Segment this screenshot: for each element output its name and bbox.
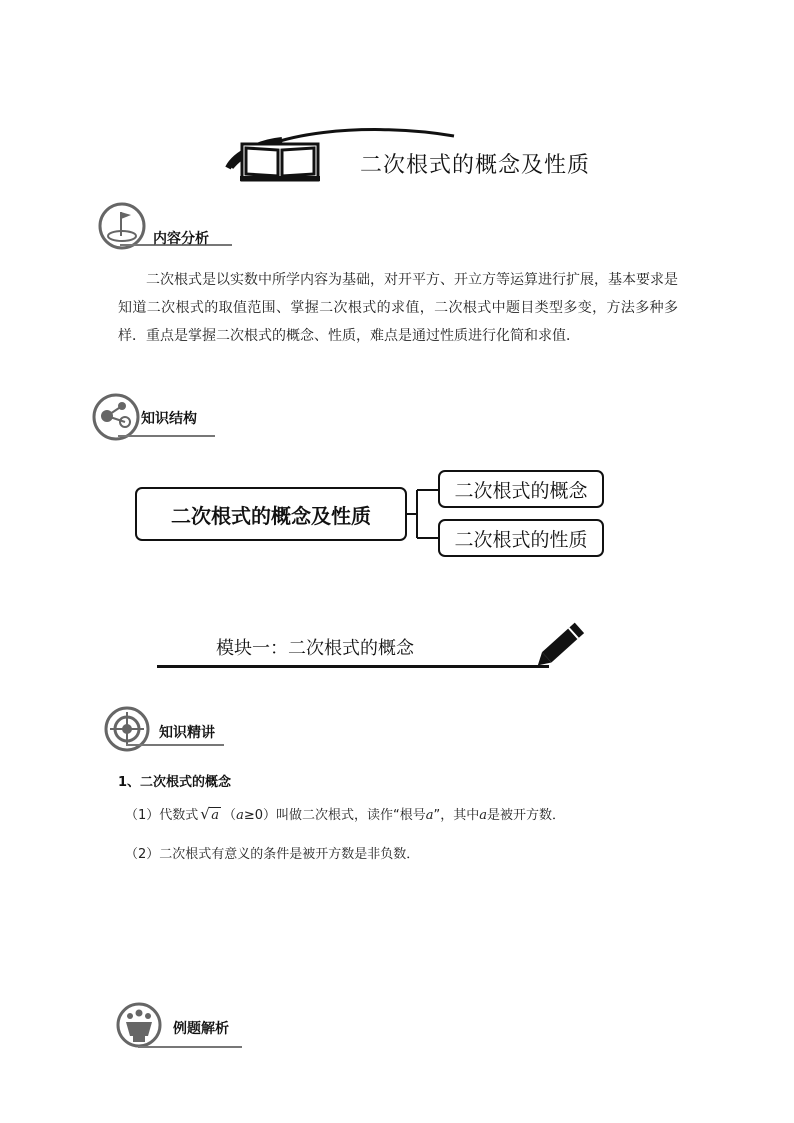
section-title-content-analysis: 内容分析: [153, 231, 209, 247]
structure-connector: [405, 486, 441, 542]
radicand-variable: a: [479, 808, 488, 823]
definition-middle-2: ”，其中: [433, 808, 480, 823]
definition-middle: 叫做二次根式，读作“根号: [276, 808, 426, 823]
page-title: 二次根式的概念及性质: [360, 153, 591, 178]
concept-heading: 1、二次根式的概念: [118, 775, 232, 790]
section-underline: [138, 1046, 242, 1048]
section-title-knowledge-structure: 知识结构: [141, 411, 197, 427]
square-root-expression: √ a: [200, 805, 220, 823]
condition-rest: ≥0）: [243, 808, 276, 823]
radicand: a: [211, 808, 220, 823]
reading-variable: a: [425, 808, 434, 823]
structure-branch-property: 二次根式的性质: [438, 519, 604, 557]
trophy-group-icon: [116, 1000, 162, 1050]
module-underline: [157, 665, 549, 668]
structure-main-node: 二次根式的概念及性质: [135, 487, 407, 541]
section-underline: [126, 744, 224, 746]
module-title: 模块一：二次根式的概念: [216, 638, 414, 659]
pencil-icon: [536, 618, 590, 670]
condition-open: （: [223, 808, 237, 823]
intro-paragraph-text: 二次根式是以实数中所学内容为基础，对开平方、开立方等运算进行扩展，基本要求是知道二次根式的取值范围、掌握二次根式的求值，二次根式中题目类型多变，方法多种多样．重点是掌握二次根式的概念、性质，难点是通过性质进行化简和求值．: [118, 272, 678, 344]
intro-paragraph: [118, 266, 678, 350]
structure-branch-concept: 二次根式的概念: [438, 470, 604, 508]
definition-suffix: 是被开方数．: [487, 808, 566, 823]
concept-definition: [125, 804, 565, 823]
condition-variable: a: [236, 808, 244, 823]
concept-condition: （2）二次根式有意义的条件是被开方数是非负数．: [125, 847, 420, 862]
section-underline: [118, 435, 215, 437]
definition-prefix: （1）代数式: [125, 808, 199, 823]
section-title-examples: 例题解析: [173, 1021, 229, 1037]
section-title-knowledge-explain: 知识精讲: [159, 725, 215, 741]
